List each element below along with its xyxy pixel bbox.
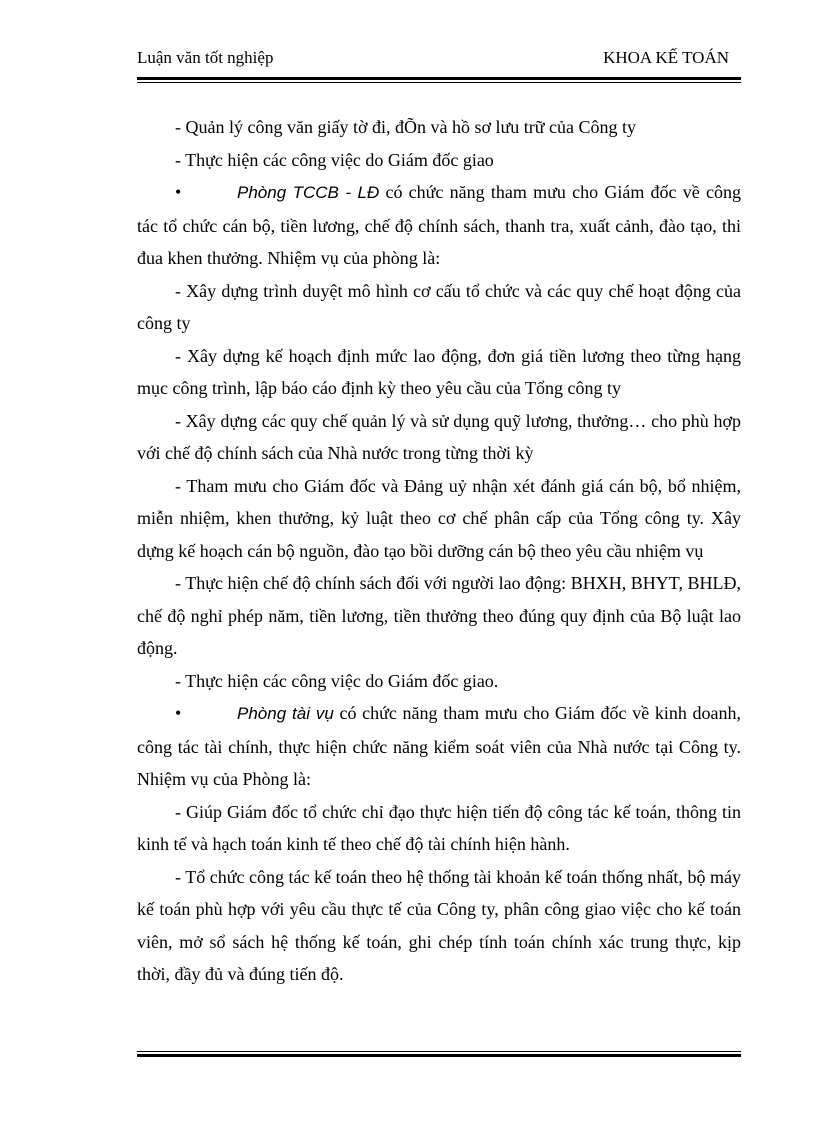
paragraph: - Xây dựng trình duyệt mô hình cơ cấu tổ chức và các quy chế hoạt động của công ty: [137, 280, 741, 333]
header-rule: [137, 77, 741, 83]
paragraph: - Thực hiện các công việc do Giám đốc giao: [175, 149, 494, 170]
paragraph: - Xây dựng các quy chế quản lý và sử dụng quỹ lương, thưởng… cho phù hợp với chế độ chính sách của Nhà nước trong từng thời kỳ: [137, 410, 741, 463]
bullet-paragraph: [137, 697, 741, 796]
paragraph: - Quản lý công văn giấy tờ đi, đÕn và hồ sơ lưu trữ của Công ty: [175, 117, 636, 137]
paragraph: - Thực hiện các công việc do Giám đốc giao.: [175, 670, 499, 691]
header-thesis-title: Luận văn tốt nghiệp: [137, 48, 274, 67]
bullet-icon: [175, 176, 237, 209]
paragraph: - Tham mưu cho Giám đốc và Đảng uỷ nhận xét đánh giá cán bộ, bổ nhiệm, miễn nhiệm, khen thưởng, kỷ luật theo cơ chế phân cấp của Tổng công ty. Xây dựng kế hoạch cán bộ nguồn, đào tạo bồi dưỡng cán bộ theo yêu cầu nhiệm vụ: [137, 475, 741, 561]
paragraph: - Thực hiện chế độ chính sách đối với người lao động: BHXH, BHYT, BHLĐ, chế độ nghỉ phép năm, tiền lương, tiền thưởng theo đúng quy định của Bộ luật lao động.: [137, 573, 741, 658]
paragraph-text: có chức năng tham mưu cho Giám đốc về kinh doanh, công tác tài chính, thực hiện chức năng kiểm soát viên của Nhà nước tại Công ty. Nhiệm vụ của Phòng là:: [137, 703, 741, 789]
paragraph-text: có chức năng tham mưu cho Giám đốc về công tác tổ chức cán bộ, tiền lương, chế độ chính sách, thanh tra, xuất cảnh, đào tạo, thi đua khen thưởng. Nhiệm vụ của phòng là:: [137, 182, 741, 268]
department-name: Phòng tài vụ: [237, 704, 334, 723]
document-body: [137, 111, 741, 991]
bullet-paragraph: [137, 176, 741, 275]
paragraph: - Giúp Giám đốc tổ chức chỉ đạo thực hiện tiến độ công tác kế toán, thông tin kinh tế và hạch toán kinh tế theo chế độ tài chính hiện hành.: [137, 801, 741, 854]
header-faculty-name: KHOA KẾ TOÁN: [603, 48, 729, 67]
paragraph: - Xây dựng kế hoạch định mức lao động, đơn giá tiền lương theo từng hạng mục công trình, lập báo cáo định kỳ theo yêu cầu của Tổng công ty: [137, 345, 741, 398]
paragraph: - Tổ chức công tác kế toán theo hệ thống tài khoản kế toán thống nhất, bộ máy kế toán phù hợp với yêu cầu thực tế của Công ty, phân công giao việc cho kế toán viên, mở sổ sách hệ thống kế toán, ghi chép tính toán chính xác trung thực, kịp thời, đầy đủ và đúng tiến độ.: [137, 866, 741, 984]
bullet-icon: [175, 697, 237, 730]
footer-rule: [137, 1051, 741, 1057]
department-name: Phòng TCCB - LĐ: [237, 183, 380, 202]
page-header: [137, 48, 729, 68]
